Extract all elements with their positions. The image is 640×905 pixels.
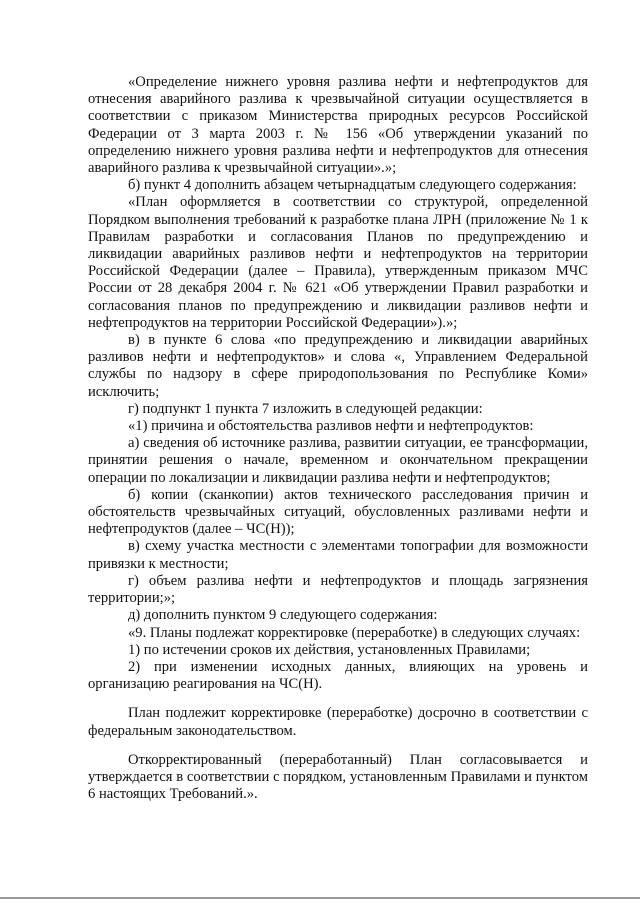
- paragraph-subitem-g: г) объем разлива нефти и нефтепродуктов и площадь загрязнения территории;»;: [88, 572, 588, 607]
- paragraph-case-1: 1) по истечении сроков их действия, установленных Правилами;: [128, 641, 531, 658]
- paragraph-item-b-point-4: б) пункт 4 дополнить абзацем четырнадцатым следующего содержания:: [128, 177, 577, 194]
- paragraph-item-g-point-7: г) подпункт 1 пункта 7 изложить в следующей редакции:: [128, 400, 483, 417]
- paragraph-early-correction: План подлежит корректировке (переработке) досрочно в соответствии с федеральным законодательством.: [88, 705, 588, 739]
- paragraph-subitem-a: а) сведения об источнике разлива, развитии ситуации, ее трансформации, принятии решения о начале, временном и окончательном прекращении операции по локализации и ликвидации разлива нефти и нефтепродуктов;: [88, 435, 588, 486]
- document-body: [88, 74, 588, 803]
- paragraph-item-v-point-6: в) в пункте 6 слова «по предупреждению и ликвидации аварийных разливов нефти и нефтепродуктов» и слова «, Управлением Федеральной службы по надзору в сфере природопользования по Республике Коми» исключить;: [88, 332, 588, 400]
- paragraph-oil-spill-threshold: «Определение нижнего уровня разлива нефти и нефтепродуктов для отнесения аварийного разлива к чрезвычайной ситуации осуществляется в соответствии с приказом Министерства природных ресурсов Российской Федерации от 3 марта 2003 г. № 156 «Об утверждении указаний по определению нижнего уровня разлива нефти и нефтепродуктов для отнесения аварийного разлива к чрезвычайной ситуации».»;: [88, 74, 588, 177]
- paragraph-item-d-point-9: д) дополнить пунктом 9 следующего содержания:: [128, 607, 438, 624]
- paragraph-plan-structure: «План оформляется в соответствии со структурой, определенной Порядком выполнения требований к разработке плана ЛРН (приложение № 1 к Правилам разработки и согласования Планов по предупреждению и ликвидации аварийных разливов нефти и нефтепродуктов на территории Российской Федерации (далее – Правила), утвержденным приказом МЧС России от 28 декабря 2004 г. № 621 «Об утверждении Правил разработки и согласования планов по предупреждению и ликвидации разливов нефти и нефтепродуктов на территории Российской Федерации»).»;: [88, 194, 588, 331]
- paragraph-point-9: «9. Планы подлежат корректировке (переработке) в следующих случаях:: [128, 624, 581, 641]
- paragraph-approval: Откорректированный (переработанный) План согласовывается и утверждается в соответствии с порядком, установленным Правилами и пунктом 6 настоящих Требований.».: [88, 751, 588, 803]
- paragraph-subitem-v: в) схему участка местности с элементами топографии для возможности привязки к местности;: [88, 538, 588, 572]
- paragraph-subitem-b: б) копии (сканкопии) актов технического расследования причин и обстоятельств чрезвычайных ситуаций, обусловленных разливами нефти и нефтепродуктов (далее – ЧС(Н));: [88, 486, 588, 538]
- paragraph-causes: «1) причина и обстоятельства разливов нефти и нефтепродуктов:: [128, 418, 534, 435]
- paragraph-case-2: 2) при изменении исходных данных, влияющих на уровень и организацию реагирования на ЧС(Н).: [88, 658, 588, 693]
- bottom-border-line: [0, 897, 640, 899]
